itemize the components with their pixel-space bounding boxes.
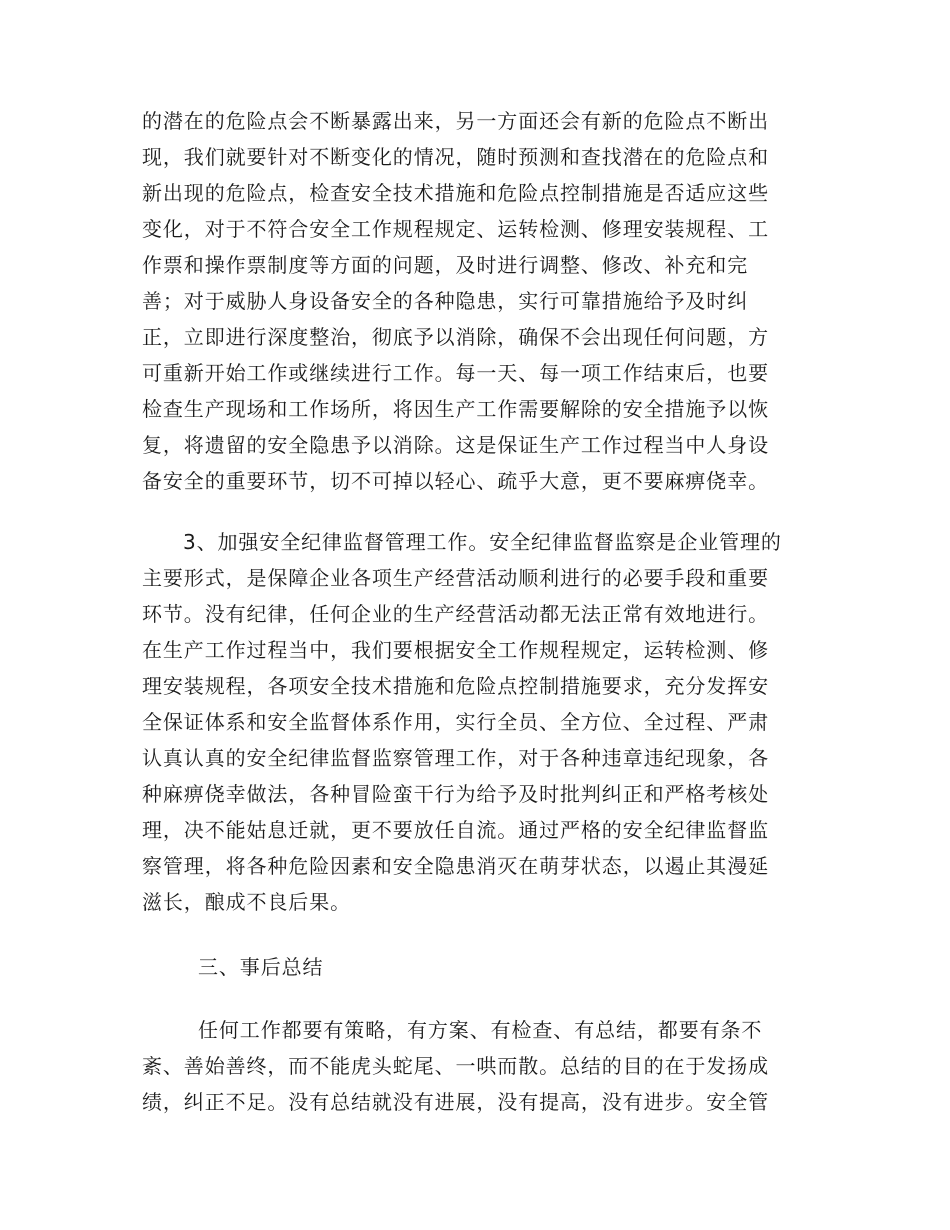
paragraph-first-line: 任何工作都要有策略，有方案、有检查、有总结，都要有条不 (198, 1018, 763, 1042)
body-text-line: 复，将遗留的安全隐患予以消除。这是保证生产工作过程当中人身设 (142, 433, 769, 457)
body-text-line: 察管理，将各种危险因素和安全隐患消灭在萌芽状态，以遏止其漫延 (142, 854, 769, 878)
body-text-line: 滋长，酿成不良后果。 (142, 890, 351, 914)
body-text-line: 的潜在的危险点会不断暴露出来，另一方面还会有新的危险点不断出 (142, 109, 769, 133)
body-text-line: 可重新开始工作或继续进行工作。每一天、每一项工作结束后，也要 (142, 361, 769, 385)
body-text-line: 认真认真的安全纪律监督监察管理工作，对于各种违章违纪现象，各 (142, 746, 769, 770)
body-text-line: 种麻痹侥幸做法，各种冒险蛮干行为给予及时批判纠正和严格考核处 (142, 782, 769, 806)
section-heading: 三、事后总结 (198, 955, 324, 979)
body-text-line: 全保证体系和安全监督体系作用，实行全员、全方位、全过程、严肃 (142, 710, 769, 734)
body-text-line: 变化，对于不符合安全工作规程规定、运转检测、修理安装规程、工 (142, 217, 769, 241)
body-text-line: 绩，纠正不足。没有总结就没有进展，没有提高，没有进步。安全管 (142, 1090, 769, 1114)
body-text-line: 现，我们就要针对不断变化的情况，随时预测和查找潜在的危险点和 (142, 145, 769, 169)
body-text-line: 理，决不能姑息迁就，更不要放任自流。通过严格的安全纪律监督监 (142, 818, 769, 842)
body-text-line: 善；对于威胁人身设备安全的各种隐患，实行可靠措施给予及时纠 (142, 289, 749, 313)
body-text-line: 作票和操作票制度等方面的问题，及时进行调整、修改、补充和完 (142, 253, 749, 277)
body-text-line: 检查生产现场和工作场所，将因生产工作需要解除的安全措施予以恢 (142, 397, 769, 421)
body-text-line: 环节。没有纪律，任何企业的生产经营活动都无法正常有效地进行。 (142, 602, 769, 626)
body-text-line: 在生产工作过程当中，我们要根据安全工作规程规定，运转检测、修 (142, 638, 769, 662)
body-text-line: 备安全的重要环节，切不可掉以轻心、疏乎大意，更不要麻痹侥幸。 (142, 469, 769, 493)
body-text-line: 主要形式，是保障企业各项生产经营活动顺利进行的必要手段和重要 (142, 566, 769, 590)
body-text-line: 理安装规程，各项安全技术措施和危险点控制措施要求，充分发挥安 (142, 674, 769, 698)
paragraph-first-line: 3、加强安全纪律监督管理工作。安全纪律监督监察是企业管理的 (183, 530, 782, 554)
body-text-line: 紊、善始善终，而不能虎头蛇尾、一哄而散。总结的目的在于发扬成 (142, 1054, 769, 1078)
body-text-line: 新出现的危险点，检查安全技术措施和危险点控制措施是否适应这些 (142, 181, 769, 205)
body-text-line: 正，立即进行深度整治，彻底予以消除，确保不会出现任何问题，方 (142, 325, 769, 349)
